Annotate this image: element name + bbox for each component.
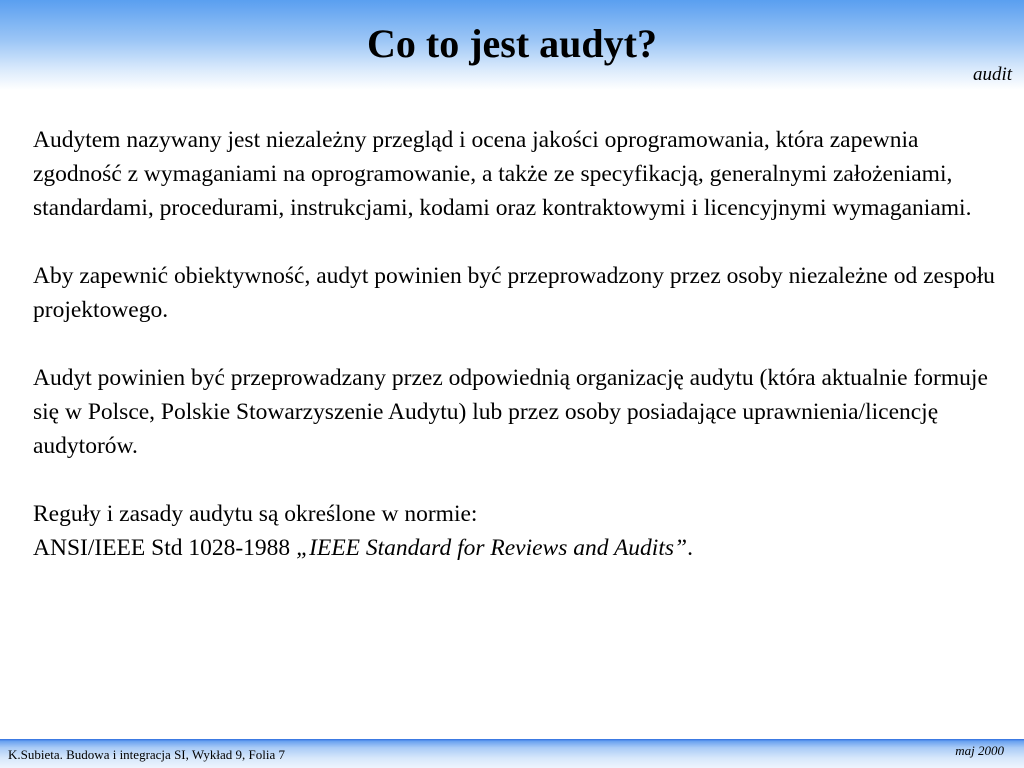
paragraph-standard — [33, 497, 1003, 565]
paragraph-audit-organization: Audyt powinien być przeprowadzany przez odpowiednią organizację audytu (która aktualnie formuje się w Polsce, Polskie Stowarzyszenie Audytu) lub przez osoby posiadające uprawnienia/licencję audytorów. — [33, 365, 988, 459]
standard-end: . — [687, 535, 693, 561]
slide-body — [33, 123, 1003, 565]
standard-number: ANSI/IEEE Std 1028-1988 — [33, 535, 297, 561]
footer-author-info: K.Subieta. Budowa i integracja SI, Wykład 9, Folia 7 — [8, 747, 285, 762]
standard-title: „IEEE Standard for Reviews and Audits” — [296, 535, 688, 561]
slide-header — [0, 0, 1024, 90]
paragraph-audit-definition: Audytem nazywany jest niezależny przegląd i ocena jakości oprogramowania, która zapewnia zgodność z wymaganiami na oprogramowanie, a także ze specyfikacją, generalnymi założeniami, standardami, procedurami, instrukcjami, kodami oraz kontraktowymi i licencyjnymi wymaganiami. — [33, 127, 972, 221]
paragraph-objectivity: Aby zapewnić obiektywność, audyt powinien być przeprowadzony przez osoby niezależne od zespołu projektowego. — [33, 263, 995, 323]
rules-line: Reguły i zasady audytu są określone w normie: — [33, 501, 478, 527]
slide-tag: audit — [972, 64, 1012, 85]
slide-footer — [0, 739, 1024, 768]
footer-date: maj 2000 — [955, 743, 1004, 758]
slide-title: Co to jest audyt? — [367, 21, 657, 66]
